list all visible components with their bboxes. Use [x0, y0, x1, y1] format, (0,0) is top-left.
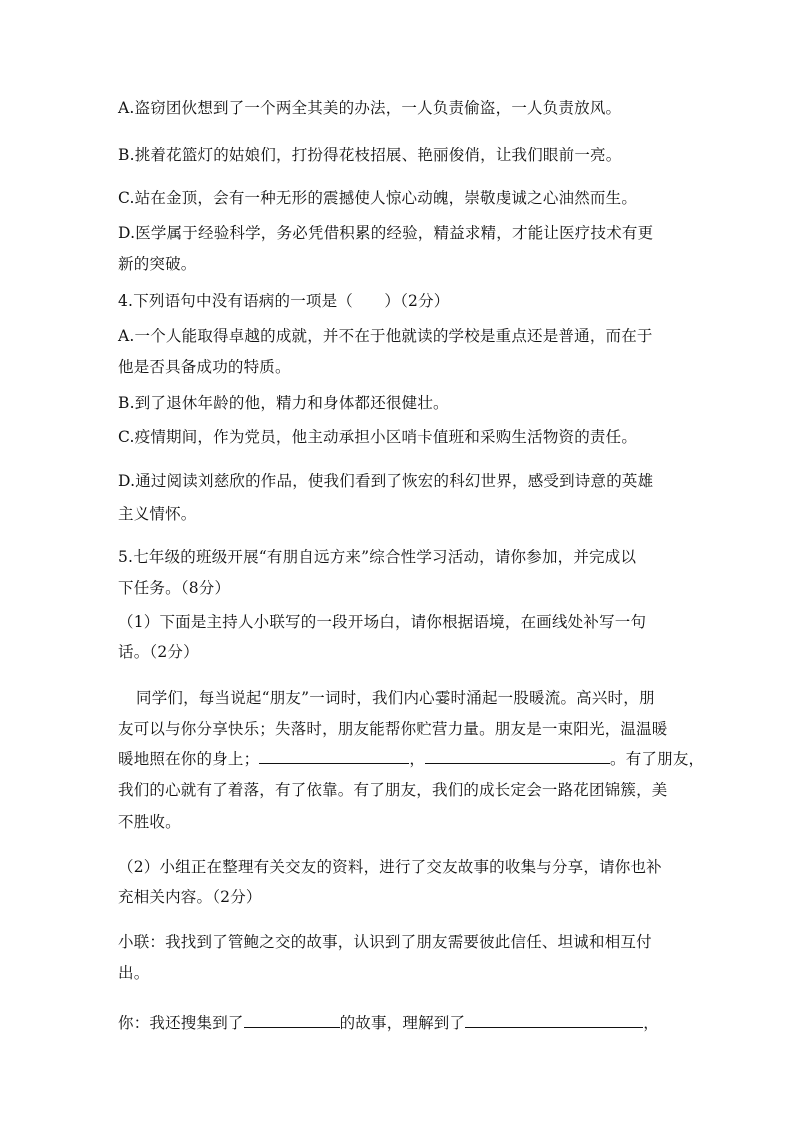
you-post: ，	[643, 1014, 659, 1032]
q4-option-c: C.疫情期间，作为党员，他主动承担小区哨卡值班和采购生活物资的责任。	[118, 428, 638, 446]
q4-option-a-line2: 他是否具备成功的特质。	[118, 358, 291, 376]
q3-option-b: B.挑着花篮灯的姑娘们，打扮得花枝招展、艳丽俊俏，让我们眼前一亮。	[118, 146, 622, 164]
q4-stem: 4.下列语句中没有语病的一项是（ ）（2分）	[118, 292, 450, 310]
q3-option-d-line1: D.医学属于经验科学，务必凭借积累的经验，精益求精，才能让医疗技术有更	[118, 224, 654, 242]
q5-sub1-line2: 话。（2分）	[118, 643, 199, 661]
passage-line1: 同学们，每当说起“朋友”一词时，我们内心霎时涌起一股暖流。高兴时，朋	[136, 689, 655, 707]
q4-option-b: B.到了退休年龄的他，精力和身体都还很健壮。	[118, 394, 449, 412]
passage-line3	[118, 747, 704, 769]
q4-option-a-line1: A.一个人能取得卓越的成就，并不在于他就读的学校是重点还是普通，而在于	[118, 327, 653, 345]
xiaolian-line1: 小联：我找到了管鲍之交的故事，认识到了朋友需要彼此信任、坦诚和相互付	[118, 933, 652, 951]
q3-option-a: A.盗窃团伙想到了一个两全其美的办法，一人负责偷盗，一人负责放风。	[118, 99, 622, 117]
answer-blank-understanding[interactable]	[465, 1011, 643, 1028]
q5-sub1-line1: （1）下面是主持人小联写的一段开场白，请你根据语境，在画线处补写一句	[118, 613, 647, 631]
passage-line5: 不胜收。	[118, 813, 181, 831]
q4-option-d-line2: 主义情怀。	[118, 505, 197, 523]
passage-line3-post: 。有了朋友，	[610, 750, 705, 768]
you-line	[118, 1011, 659, 1033]
q5-sub2-line1: （2）小组正在整理有关交友的资料，进行了交友故事的收集与分享，请你也补	[118, 858, 662, 876]
q5-sub2-line2: 充相关内容。（2分）	[118, 888, 262, 906]
passage-line4: 我们的心就有了着落，有了依靠。有了朋友，我们的成长定会一路花团锦簇，美	[118, 781, 668, 799]
q3-option-c: C.站在金顶，会有一种无形的震撼使人惊心动魄，崇敬虔诚之心油然而生。	[118, 189, 638, 207]
passage-line3-comma: ，	[409, 750, 426, 768]
answer-blank-1[interactable]	[259, 747, 409, 764]
q3-option-d-line2: 新的突破。	[118, 255, 197, 273]
xiaolian-line2: 出。	[118, 964, 150, 982]
answer-blank-story[interactable]	[244, 1011, 340, 1028]
q5-stem-line1: 5.七年级的班级开展“有朋自远方来”综合性学习活动，请你参加，并完成以	[118, 548, 637, 566]
q4-option-d-line1: D.通过阅读刘慈欣的作品，使我们看到了恢宏的科幻世界，感受到诗意的英雄	[118, 472, 654, 490]
passage-line2: 友可以与你分享快乐；失落时，朋友能帮你贮营力量。朋友是一束阳光，温温暖	[118, 720, 668, 738]
answer-blank-2[interactable]	[425, 747, 610, 764]
passage-line3-pre: 暖地照在你的身上；	[118, 750, 260, 768]
you-mid: 的故事，理解到了	[339, 1014, 466, 1032]
q5-stem-line2: 下任务。（8分）	[118, 579, 231, 597]
you-pre: 你：我还搜集到了	[118, 1014, 244, 1032]
